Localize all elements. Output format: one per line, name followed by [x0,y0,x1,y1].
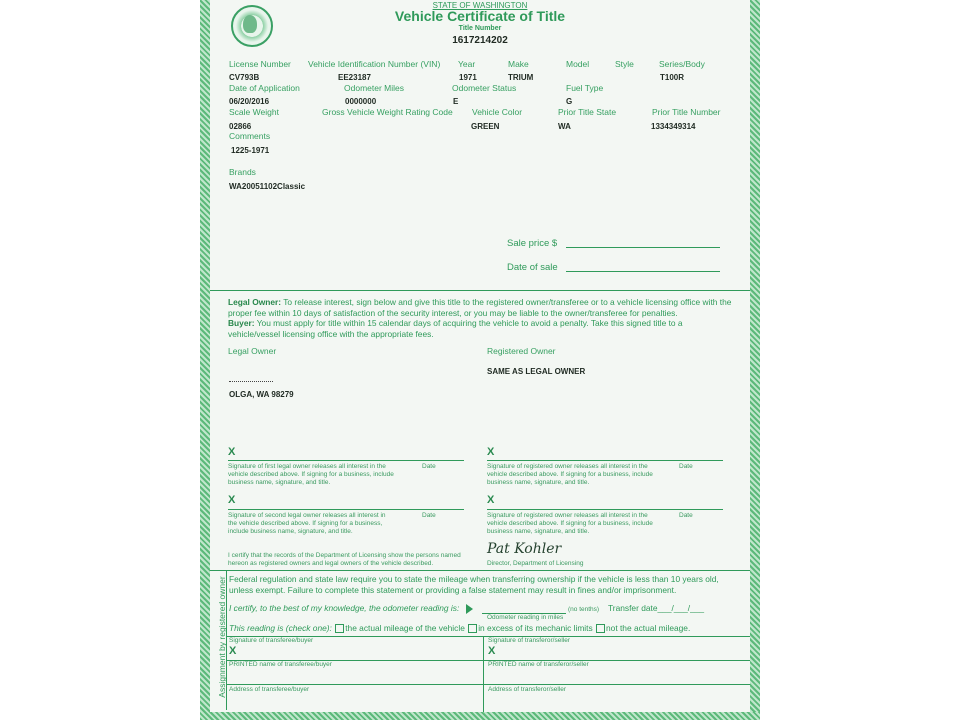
license-number-label: License Number [229,59,291,69]
actual-mileage-checkbox[interactable] [335,624,344,633]
application-date-value: 06/20/2016 [229,97,270,106]
prior-title-number-value: 1334349314 [651,122,696,131]
comments-value: 1225-1971 [231,146,270,155]
buyer-instructions: You must apply for title within 15 calendar days of acquiring the vehicle to avoid a penalty. Take this signed title to a vehicle/vessel licensing office with the appropriate fees. [228,318,683,339]
brands-value: WA20051102Classic [229,182,306,191]
registered-sign-x-1: X [487,446,495,458]
document-title: Vehicle Certificate of Title [394,8,566,24]
make-label: Make [508,59,529,69]
first-legal-date-label: Date [422,463,436,470]
odometer-miles-value: 0000000 [345,97,377,106]
title-document [200,0,760,720]
legal-owner-address: OLGA, WA 98279 [229,390,294,399]
sale-date-label: Date of sale [507,262,558,273]
registered-signature-caption-1: Signature of registered owner releases all interest in the vehicle described above. If signing for a business, include business name, signature, and title. [487,463,653,486]
fuel-type-label: Fuel Type [566,83,604,93]
make-value: TRIUM [508,73,534,82]
registered-owner-value: SAME AS LEGAL OWNER [487,367,586,376]
odometer-caption: Odometer reading in miles [487,614,564,621]
sale-date-line[interactable] [566,271,720,272]
divider [210,290,750,291]
not-actual-label: not the actual mileage. [606,623,691,633]
series-body-label: Series/Body [659,59,705,69]
buyer-printed-name-label[interactable]: PRINTED name of transferee/buyer [229,661,332,668]
reading-check-row [229,623,690,634]
scale-weight-value: 02866 [229,122,252,131]
director-signature: Pat Kohler [487,541,562,557]
odometer-miles-label: Odometer Miles [344,83,404,93]
vin-label: Vehicle Identification Number (VIN) [308,59,441,69]
assignment-side-label: Assignment by registered owner [217,576,227,698]
seller-printed-name-label[interactable]: PRINTED name of transferor/seller [488,661,589,668]
arrow-right-icon [466,604,473,614]
prior-title-number-label: Prior Title Number [652,107,721,117]
odometer-status-value: E [453,97,459,106]
second-legal-signature-caption: Signature of second legal owner releases all interest in the vehicle described above. If signing for a business, include business name, signature, and title. [228,512,386,535]
scale-weight-label: Scale Weight [229,107,279,117]
title-number: 1617214202 [452,35,508,46]
model-label: Model [566,59,590,69]
registered-signature-line-2[interactable] [487,509,723,510]
excess-mileage-label: in excess of its mechanic limits [478,623,593,633]
director-title: Director, Department of Licensing [487,560,584,567]
year-label: Year [458,59,476,69]
vin-value: EE23187 [338,73,371,82]
buyer-address-label[interactable]: Address of transferee/buyer [229,686,310,693]
federal-regulation-text: Federal regulation and state law require you to state the mileage when transferring ownership if the vehicle is less than 10 years old, unless exempt. Failure to complete this statement or providing a false statement may result in fines and/or imprisonment. [229,574,719,595]
check-one-label: This reading is (check one): [229,623,332,633]
instructions [228,297,732,339]
seller-signature-label: Signature of transferor/seller [488,637,571,644]
odometer-status-label: Odometer Status [452,83,517,93]
buyer-sign-x[interactable]: X [229,645,237,657]
registered-sign-x-2: X [487,494,495,506]
bottom-guilloche-border [200,712,760,720]
sale-price-label: Sale price $ [507,238,558,249]
year-value: 1971 [459,73,477,82]
comments-label: Comments [229,131,271,141]
grid-divider [483,636,484,712]
first-legal-signature-line[interactable] [228,460,464,461]
registered-signature-caption-2: Signature of registered owner releases all interest in the vehicle described above. If signing for a business, include business name, signature, and title. [487,512,653,535]
series-body-value: T100R [660,73,685,82]
legal-owner-name-redacted [229,376,273,382]
buyer-signature-label: Signature of transferee/buyer [229,637,314,644]
vehicle-color-label: Vehicle Color [472,107,523,117]
odometer-certify-row [229,603,477,614]
certification-text: I certify that the records of the Department of Licensing show the persons named hereon as registered owners and legal owners of the vehicle described. [228,552,461,567]
vehicle-color-value: GREEN [471,122,500,131]
second-legal-sign-x: X [228,494,236,506]
fuel-type-value: G [566,97,573,106]
registered-owner-label: Registered Owner [487,346,556,356]
registered-date-label-2: Date [679,512,693,519]
gvwr-code-label: Gross Vehicle Weight Rating Code [322,107,453,117]
legal-owner-heading: Legal Owner: [228,297,282,307]
no-tenths-label: (no tenths) [568,606,600,613]
first-legal-sign-x: X [228,446,236,458]
seller-address-label[interactable]: Address of transferor/seller [488,686,567,693]
second-legal-date-label: Date [422,512,436,519]
registered-date-label-1: Date [679,463,693,470]
seller-sign-x[interactable]: X [488,645,496,657]
sale-price-line[interactable] [566,247,720,248]
grid-line-3 [226,684,750,685]
application-date-label: Date of Application [229,83,300,93]
prior-title-state-value: WA [558,122,571,131]
assignment-top-line [210,570,750,571]
title-number-label: Title Number [458,25,502,32]
legal-owner-instructions: To release interest, sign below and give this title to the registered owner/transferee or to a vehicle licensing office with the proper fee within 10 days of satisfaction of the security interest, or you may be liable to the owner/transferee for penalties. [228,297,732,318]
right-guilloche-border [750,0,760,720]
license-number-value: CV793B [229,73,260,82]
odometer-certify-text: I certify, to the best of my knowledge, the odometer reading is: [229,603,460,613]
registered-signature-line-1[interactable] [487,460,723,461]
legal-owner-label: Legal Owner [228,346,277,356]
not-actual-checkbox[interactable] [596,624,605,633]
excess-mileage-checkbox[interactable] [468,624,477,633]
prior-title-state-label: Prior Title State [558,107,617,117]
style-label: Style [615,59,634,69]
first-legal-signature-caption: Signature of first legal owner releases all interest in the vehicle described above. If signing for a business, include business name, signature, and title. [228,463,394,486]
actual-mileage-label: the actual mileage of the vehicle [345,623,465,633]
left-guilloche-border [200,0,210,720]
buyer-heading: Buyer: [228,318,255,328]
second-legal-signature-line[interactable] [228,509,464,510]
state-heading: STATE OF WASHINGTON [432,1,528,10]
assignment-sidebar [210,570,227,710]
transfer-date-field[interactable]: Transfer date___/___/___ [608,603,705,613]
brands-label: Brands [229,167,256,177]
